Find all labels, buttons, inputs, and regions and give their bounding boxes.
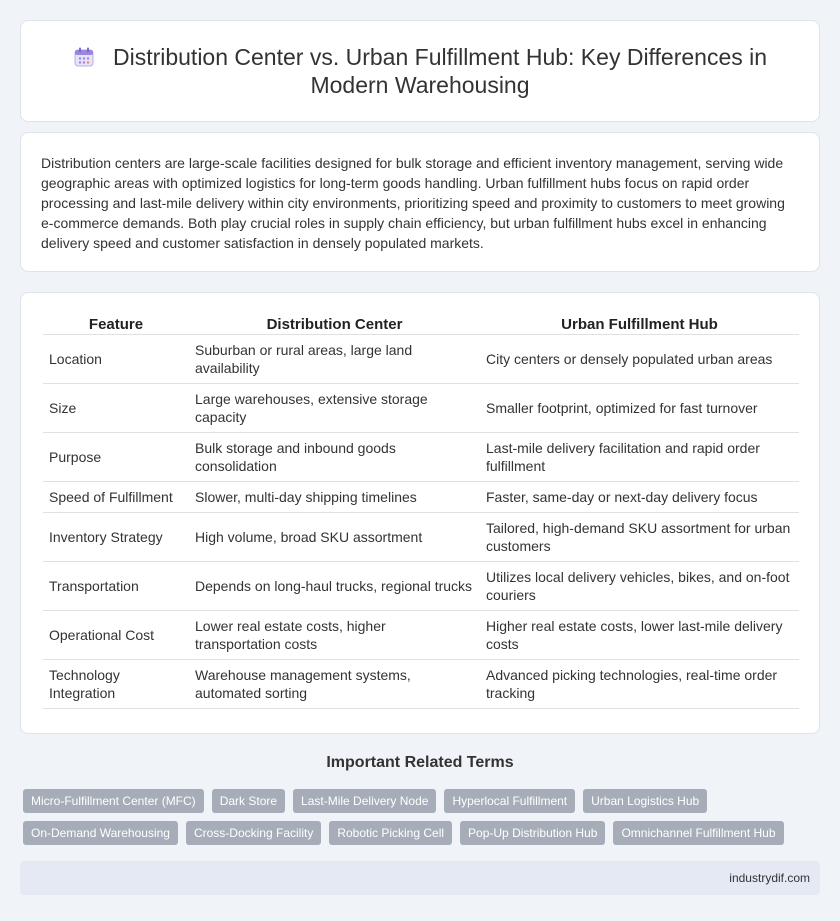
distribution-center-cell: Large warehouses, extensive storage capacity [189,384,480,433]
feature-cell: Inventory Strategy [43,513,189,562]
intro-text: Distribution centers are large-scale facilities designed for bulk storage and efficient inventory management, serving wide geographic areas with optimized logistics for long-term goods handling. Urban fulfillment hubs focus on rapid order processing and last-mile delivery within city environments, prioritizing speed and proximity to customers to meet growing e-commerce demands. Both play crucial roles in supply chain efficiency, but urban fulfillment hubs excel in enhancing delivery speed and customer satisfaction in densely populated markets. [41,155,785,251]
distribution-center-cell: Depends on long-haul trucks, regional trucks [189,562,480,611]
urban-fulfillment-hub-cell: City centers or densely populated urban areas [480,335,799,384]
related-terms-heading: Important Related Terms [326,754,514,771]
urban-fulfillment-hub-cell: Faster, same-day or next-day delivery focus [480,482,799,513]
comparison-table-card [20,292,820,734]
distribution-center-cell: Slower, multi-day shipping timelines [189,482,480,513]
related-term-tag[interactable]: On-Demand Warehousing [23,821,178,845]
feature-cell: Purpose [43,433,189,482]
feature-cell: Speed of Fulfillment [43,482,189,513]
table-header-row [43,307,799,335]
title-card [20,20,820,122]
table-row [43,482,799,513]
distribution-center-cell: Bulk storage and inbound goods consolidation [189,433,480,482]
comparison-table [43,307,799,709]
related-term-tag[interactable]: Urban Logistics Hub [583,789,707,813]
urban-fulfillment-hub-cell: Advanced picking technologies, real-time order tracking [480,660,799,709]
feature-cell: Size [43,384,189,433]
urban-fulfillment-hub-cell: Higher real estate costs, lower last-mile delivery costs [480,611,799,660]
page-title-text: Distribution Center vs. Urban Fulfillment Hub: Key Differences in Modern Warehousing [112,44,768,98]
related-term-tag[interactable]: Omnichannel Fulfillment Hub [613,821,783,845]
related-term-tag[interactable]: Cross-Docking Facility [186,821,321,845]
distribution-center-cell: High volume, broad SKU assortment [189,513,480,562]
distribution-center-cell: Suburban or rural areas, large land availability [189,335,480,384]
related-term-tag[interactable]: Robotic Picking Cell [329,821,452,845]
urban-fulfillment-hub-cell: Utilizes local delivery vehicles, bikes, and on-foot couriers [480,562,799,611]
table-row [43,660,799,709]
distribution-center-cell: Warehouse management systems, automated sorting [189,660,480,709]
table-row [43,433,799,482]
distribution-center-cell: Lower real estate costs, higher transportation costs [189,611,480,660]
related-term-tag[interactable]: Hyperlocal Fulfillment [444,789,575,813]
table-row [43,562,799,611]
related-term-tag[interactable]: Dark Store [212,789,285,813]
related-terms-list [23,789,813,845]
feature-cell: Transportation [43,562,189,611]
calendar-icon [73,46,95,68]
urban-fulfillment-hub-cell: Tailored, high-demand SKU assortment for urban customers [480,513,799,562]
column-header-urban-fulfillment-hub: Urban Fulfillment Hub [480,307,799,335]
feature-cell: Technology Integration [43,660,189,709]
feature-cell: Location [43,335,189,384]
related-term-tag[interactable]: Micro-Fulfillment Center (MFC) [23,789,204,813]
column-header-feature: Feature [43,307,189,335]
footer-site-link[interactable]: industrydif.com [729,871,810,885]
page-title [70,43,770,99]
column-header-distribution-center: Distribution Center [189,307,480,335]
urban-fulfillment-hub-cell: Smaller footprint, optimized for fast turnover [480,384,799,433]
related-term-tag[interactable]: Pop-Up Distribution Hub [460,821,605,845]
intro-card [20,132,820,272]
related-term-tag[interactable]: Last-Mile Delivery Node [293,789,436,813]
table-row [43,384,799,433]
footer [20,861,820,895]
feature-cell: Operational Cost [43,611,189,660]
table-row [43,513,799,562]
urban-fulfillment-hub-cell: Last-mile delivery facilitation and rapid order fulfillment [480,433,799,482]
table-row [43,611,799,660]
table-row [43,335,799,384]
